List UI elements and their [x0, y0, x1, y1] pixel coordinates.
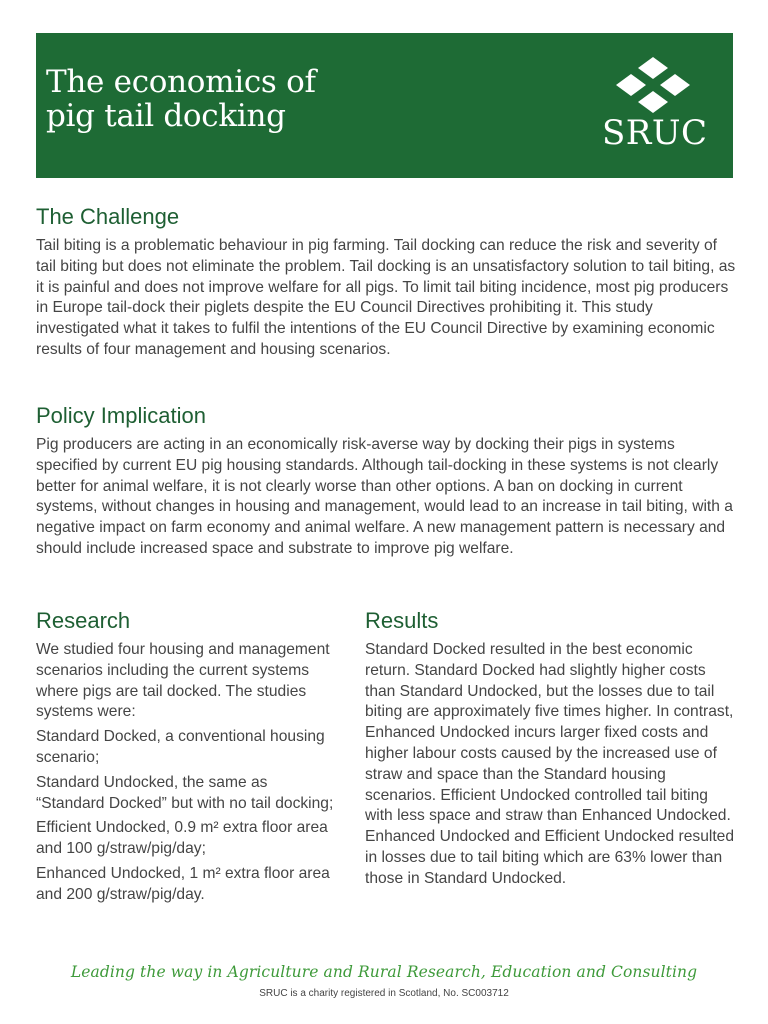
diamond-logo-icon: [598, 55, 708, 115]
title-line-2: pig tail docking: [46, 98, 286, 134]
logo-wordmark: SRUC: [602, 113, 708, 153]
policy-body: Pig producers are acting in an economically risk-averse way by docking their pigs in systems specified by current EU pig housing standards. Although tail-docking in these systems is not clearly better for animal welfare, it is not clearly worse than other options. A ban on docking in current systems, without changes in housing and management, would lead to an increase in tail biting, with a negative impact on farm economy and animal welfare. A new management pattern is necessary and should include increased space and substrate to improve pig welfare.: [36, 436, 733, 557]
footer-tagline: Leading the way in Agriculture and Rural Research, Education and Consulting: [70, 963, 698, 981]
page-title: [46, 65, 316, 133]
research-paragraph: Enhanced Undocked, 1 m² extra floor area and 200 g/straw/pig/day.: [36, 864, 330, 903]
policy-heading: Policy Implication: [36, 403, 206, 428]
research-heading: Research: [36, 608, 131, 633]
challenge-body: Tail biting is a problematic behaviour in pig farming. Tail docking can reduce the risk and severity of tail biting but does not eliminate the problem. Tail docking is an unsatisfactory solution to tail biting, as it is painful and does not improve welfare for all pigs. To limit tail biting incidence, most pig producers in Europe tail-dock their piglets despite the EU Council Directives prohibiting it. This study investigated what it takes to fulfil the intentions of the EU Council Directive by examining economic results of four management and housing scenarios.: [36, 237, 736, 358]
research-paragraph: Standard Docked, a conventional housing scenario;: [36, 728, 325, 766]
challenge-section: [36, 203, 736, 361]
research-list: [36, 640, 338, 906]
header-banner: [36, 33, 733, 178]
research-paragraph: Standard Undocked, the same as “Standard Docked” but with no tail docking;: [36, 773, 334, 812]
challenge-heading: The Challenge: [36, 204, 180, 229]
charity-note: SRUC is a charity registered in Scotland, No. SC003712: [259, 988, 509, 999]
results-heading: Results: [365, 608, 439, 633]
research-paragraph: We studied four housing and management scenarios including the current systems where pigs are tail docked. The studies systems were:: [36, 641, 330, 721]
sruc-logo: [598, 55, 708, 160]
title-line-1: The economics of: [46, 64, 316, 100]
results-body: Standard Docked resulted in the best economic return. Standard Docked had slightly higher costs than Standard Undocked, but the losses due to tail biting are approximately five times higher. In contrast, Enhanced Undocked incurs larger fixed costs and higher labour costs caused by the increased use of straw and space than the Standard housing scenarios. Efficient Undocked controlled tail biting with less space and straw than Enhanced Undocked. Enhanced Undocked and Efficient Undocked resulted in losses due to tail biting which are 63% lower than those in Standard Undocked.: [365, 641, 735, 887]
research-section: [36, 607, 338, 910]
results-section: [365, 607, 737, 890]
research-paragraph: Efficient Undocked, 0.9 m² extra floor area and 100 g/straw/pig/day;: [36, 819, 328, 858]
policy-section: [36, 402, 736, 560]
